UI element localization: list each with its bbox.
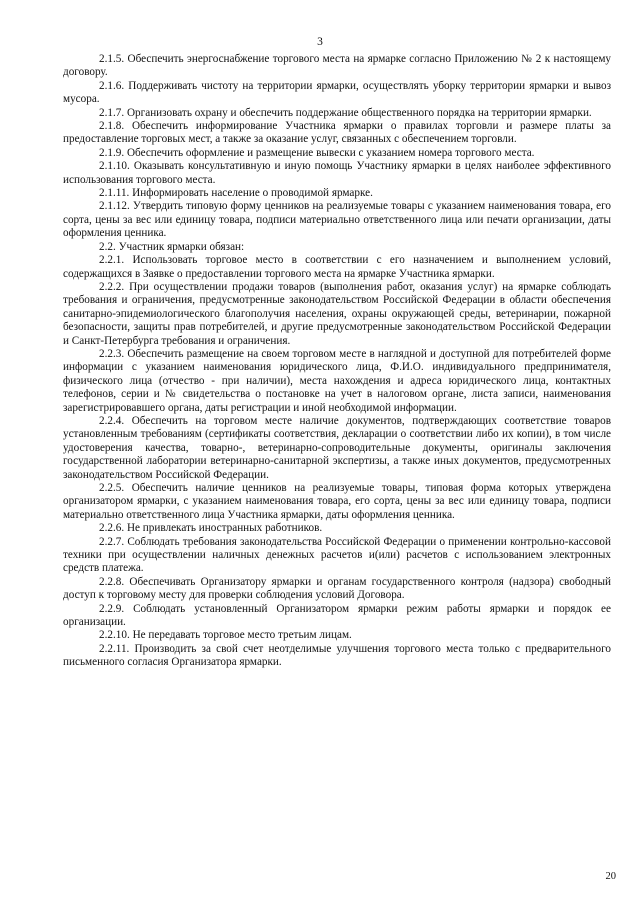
paragraph: 2.2.9. Соблюдать установленный Организатором ярмарки режим работы ярмарки и порядок ее организации.: [63, 602, 611, 629]
paragraph: 2.2.5. Обеспечить наличие ценников на реализуемые товары, типовая форма которых утверждена организатором ярмарки, с указанием наименования товара, его сорта, цены за вес или единицу товара, подписи материально ответственного лица Участника ярмарки, даты оформления ценника.: [63, 482, 611, 521]
paragraph: 2.2.6. Не привлекать иностранных работников.: [99, 522, 323, 535]
sheet-number: 20: [605, 870, 616, 882]
paragraph: 2.1.6. Поддерживать чистоту на территории ярмарки, осуществлять уборку территории ярмарки и вывоз мусора.: [63, 79, 611, 106]
page-number: 3: [317, 36, 323, 48]
paragraph: 2.2.11. Производить за свой счет неотделимые улучшения торгового места только с предварительного письменного согласия Организатора ярмарки.: [63, 642, 611, 669]
paragraph: 2.2.1. Использовать торговое место в соответствии с его назначением и выполнением условий, содержащихся в Заявке о предоставлении торгового места на ярмарке Участника ярмарки.: [63, 254, 611, 280]
paragraph: 2.2.10. Не передавать торговое место третьим лицам.: [99, 629, 352, 642]
paragraph: 2.1.11. Информировать население о проводимой ярмарке.: [99, 187, 373, 200]
paragraph: 2.2.3. Обеспечить размещение на своем торговом месте в наглядной и доступной для потребителей форме информации с указанием наименования юридического лица, Ф.И.О. индивидуального предпринимателя, физического лица (отчество - при наличии), места нахождения и адреса юридического лица, контактных телефонов, серии и № свидетельства о постановке на учет в налоговом органе, листа записи, наименования зарегистрировавшего органа, даты регистрации и иной необходимой информации.: [63, 347, 611, 414]
paragraph: 2.1.10. Оказывать консультативную и иную помощь Участнику ярмарки в целях наиболее эффективного использования торгового места.: [63, 160, 611, 186]
document-body: [63, 53, 611, 670]
paragraph: 2.2. Участник ярмарки обязан:: [99, 240, 245, 253]
paragraph: 2.1.5. Обеспечить энергоснабжение торгового места на ярмарке согласно Приложению № 2 к настоящему договору.: [63, 53, 611, 79]
paragraph: 2.1.12. Утвердить типовую форму ценников на реализуемые товары с указанием наименования товара, его сорта, цены за вес или единицу товара, подписи материально ответственного лица или печати организации, даты оформления ценника.: [63, 200, 611, 240]
paragraph: 2.2.7. Соблюдать требования законодательства Российской Федерации о применении контрольно-кассовой техники при осуществлении наличных денежных расчетов и(или) расчетов с использованием электронных средств платежа.: [63, 535, 611, 575]
paragraph: 2.1.7. Организовать охрану и обеспечить поддержание общественного порядка на территории ярмарки.: [99, 106, 592, 119]
paragraph: 2.2.8. Обеспечивать Организатору ярмарки и органам государственного контроля (надзора) свободный доступ к торговому месту для проверки соблюдения условий Договора.: [63, 575, 611, 602]
paragraph: 2.1.9. Обеспечить оформление и размещение вывески с указанием номера торгового места.: [99, 146, 535, 159]
paragraph: 2.2.2. При осуществлении продажи товаров (выполнения работ, оказания услуг) на ярмарке соблюдать требования и ограничения, предусмотренные законодательством Российской Федерации в области обеспечения санитарно-эпидемиологического благополучия населения, охраны окружающей среды, ветеринарии, пожарной безопасности, защиты прав потребителей, и другие предусмотренные законодательством Российской Федерации и Санкт-Петербурга требования и ограничения.: [63, 280, 611, 347]
paragraph: 2.1.8. Обеспечить информирование Участника ярмарки о правилах торговли и размере платы за предоставление торговых мест, а также за оказание услуг, связанных с обеспечением торговли.: [63, 120, 611, 146]
paragraph: 2.2.4. Обеспечить на торговом месте наличие документов, подтверждающих соответствие товаров установленным требованиям (сертификаты соответствия, декларации о соответствии либо их копии), в том числе удостоверения качества, товарно-, ветеринарно-сопроводительные документы, оригиналы заключения государственной лаборатории ветеринарно-санитарной экспертизы, а также иных документов, предусмотренных законодательством Российской Федерации.: [63, 414, 611, 481]
